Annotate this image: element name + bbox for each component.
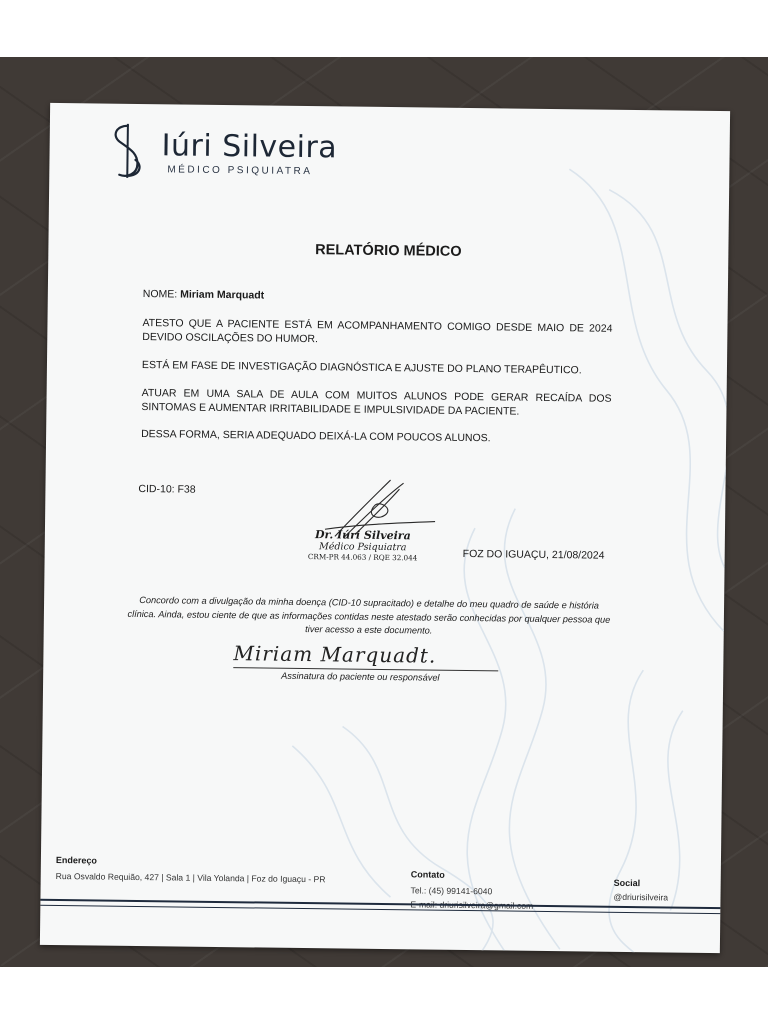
document-title: RELATÓRIO MÉDICO [315, 242, 462, 260]
patient-name: Miriam Marquadt [180, 288, 265, 302]
brand-name: Iúri Silveira [161, 128, 338, 166]
doctor-stamp-role: Médico Psiquiatra [318, 541, 407, 554]
cid-code: CID-10: F38 [138, 482, 196, 496]
contact-phone: Tel.: (45) 99141-6040 [410, 885, 493, 897]
doctor-stamp-registration: CRM-PR 44.063 / RQE 32.044 [307, 552, 418, 563]
document-sheet [40, 103, 730, 953]
paragraph-investigation: ESTÁ EM FASE DE INVESTIGAÇÃO DIAGNÓSTICA E AJUSTE DO PLANO TERAPÊUTICO. [141, 359, 582, 377]
patient-label: NOME: [142, 288, 178, 301]
consent-text: Concordo com a divulgação da minha doença (CID-10 supracitado) e detalhe do meu quadro de saúde e história clínica. Ainda, estou ciente de que as informações contidas neste atestado serão conhecidas por qualquer pessoa que tiver acesso a este documento. [127, 595, 611, 636]
doctor-stamp [293, 528, 433, 563]
paragraph-follow-up: ATESTO QUE A PACIENTE ESTÁ EM ACOMPANHAMENTO COMIGO DESDE MAIO DE 2024 DEVIDO OSCILAÇÕES DO HUMOR. [142, 317, 613, 346]
brand-subtitle: MÉDICO PSIQUIATRA [167, 164, 313, 178]
paragraph-recommendation: DESSA FORMA, SERIA ADEQUADO DEIXÁ-LA COM POUCOS ALUNOS. [141, 428, 491, 445]
patient-line [143, 287, 265, 302]
social-heading: Social [613, 877, 641, 889]
signature-caption: Assinatura do paciente ou responsável [281, 670, 440, 683]
patient-handwritten-signature: Miriam Marquadt. [233, 641, 437, 668]
logo-monogram-icon [107, 122, 148, 180]
social-handle: @driurisilveira [613, 891, 669, 903]
address-text: Rua Osvaldo Requião, 427 | Sala 1 | Vila Yolanda | Foz do Iguaçu - PR [55, 871, 326, 885]
paragraph-classroom: ATUAR EM UMA SALA DE AULA COM MUITOS ALUNOS PODE GERAR RECAÍDA DOS SINTOMAS E AUMENTAR IRRITABILIDADE E IMPULSIVIDADE DA PACIENTE. [141, 387, 612, 418]
doctor-stamp-name: Dr. Iúri Silveira [314, 528, 411, 543]
contact-heading: Contato [410, 869, 445, 880]
place-date: FOZ DO IGUAÇU, 21/08/2024 [462, 547, 605, 562]
address-heading: Endereço [55, 855, 97, 866]
